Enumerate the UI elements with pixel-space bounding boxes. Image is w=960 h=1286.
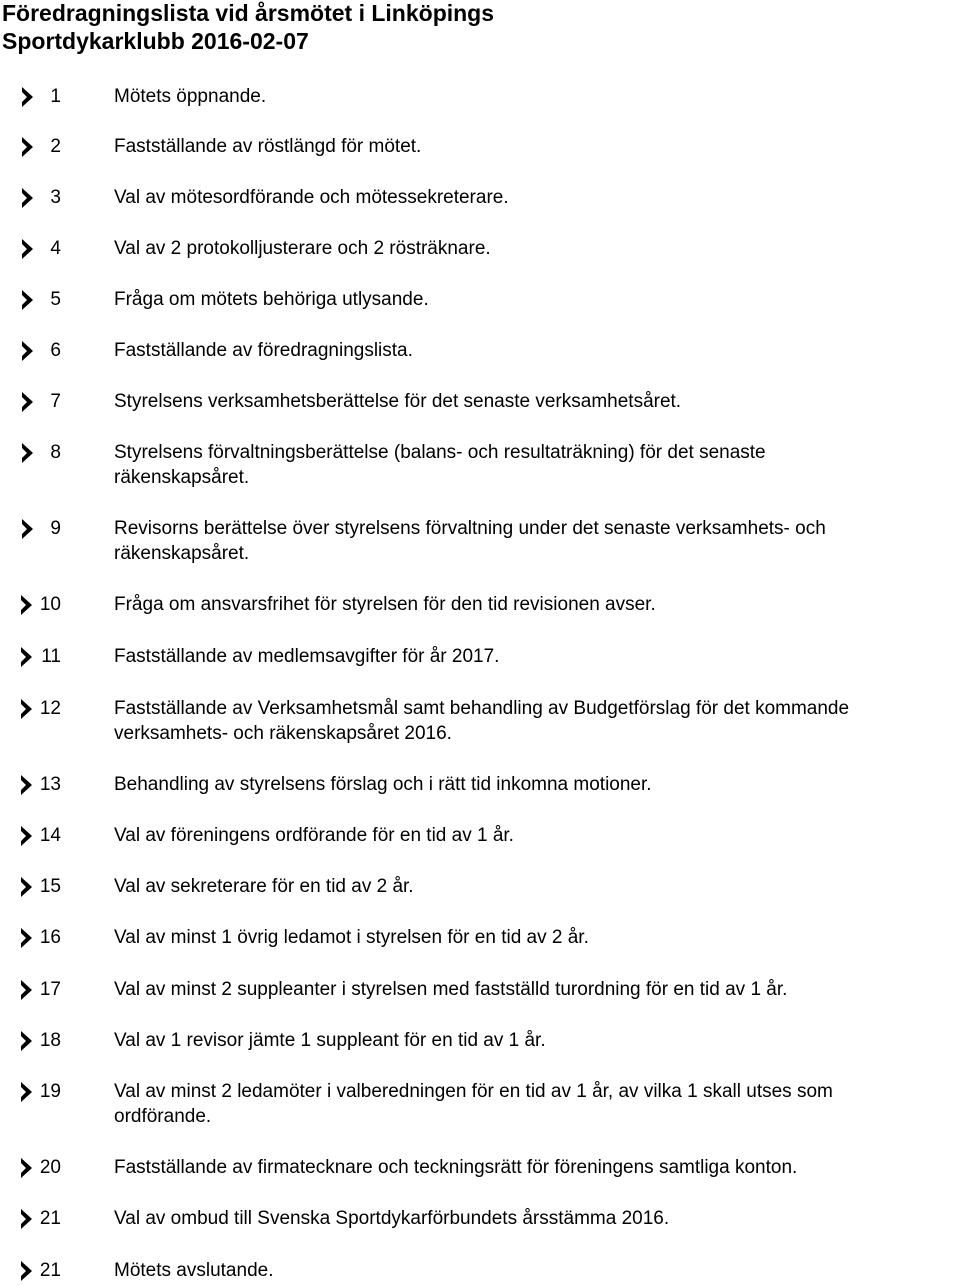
agenda-item-text: Fastställande av medlemsavgifter för år 2017. xyxy=(114,646,500,667)
agenda-item-number: 7 xyxy=(50,391,61,412)
agenda-item-text: räkenskapsåret. xyxy=(114,467,250,488)
agenda-item-text: Revisorns berättelse över styrelsens förvaltning under det senaste verksamhets- och xyxy=(114,518,826,539)
agenda-item-number: 12 xyxy=(39,698,61,719)
agenda-item-text: verksamhets- och räkenskapsåret 2016. xyxy=(114,723,452,744)
agenda-item-number: 20 xyxy=(39,1157,61,1178)
agenda-item-text: Fastställande av röstlängd för mötet. xyxy=(114,136,422,157)
agenda-item-text: Val av föreningens ordförande för en tid av 1 år. xyxy=(114,825,514,846)
agenda-item-text: Styrelsens förvaltningsberättelse (balans- och resultaträkning) för det senaste xyxy=(114,442,766,463)
title-line-2: Sportdykarklubb 2016-02-07 xyxy=(2,28,309,54)
agenda-item-text: Fastställande av firmatecknare och teckningsrätt för föreningens samtliga konton. xyxy=(114,1157,798,1178)
agenda-item-text: Val av ombud till Svenska Sportdykarförbundets årsstämma 2016. xyxy=(114,1208,670,1229)
agenda-item-text: ordförande. xyxy=(114,1106,212,1127)
agenda-item-number: 4 xyxy=(50,238,61,259)
agenda-item-number: 15 xyxy=(39,876,61,897)
agenda-item-text: Fråga om mötets behöriga utlysande. xyxy=(114,289,429,310)
agenda-item-text: Mötets öppnande. xyxy=(114,86,267,107)
agenda-item-number: 10 xyxy=(39,594,61,615)
agenda-item-text: Styrelsens verksamhetsberättelse för det senaste verksamhetsåret. xyxy=(114,391,682,412)
agenda-item-text: Val av mötesordförande och mötessekreterare. xyxy=(114,187,509,208)
agenda-item-number: 3 xyxy=(50,187,61,208)
agenda-item-number: 16 xyxy=(39,927,61,948)
agenda-item-text: räkenskapsåret. xyxy=(114,543,250,564)
agenda-item-number: 18 xyxy=(39,1030,61,1051)
agenda-item-text: Fastställande av föredragningslista. xyxy=(114,340,413,361)
agenda-item-number: 19 xyxy=(39,1081,61,1102)
agenda-item-number: 17 xyxy=(39,979,61,1000)
agenda-item-text: Fråga om ansvarsfrihet för styrelsen för den tid revisionen avser. xyxy=(114,594,656,615)
agenda-item-number: 21 xyxy=(39,1208,61,1229)
agenda-item-text: Val av minst 1 övrig ledamot i styrelsen för en tid av 2 år. xyxy=(114,927,589,948)
agenda-item-text: Val av 2 protokolljusterare och 2 rösträknare. xyxy=(114,238,491,259)
agenda-item-number: 6 xyxy=(50,340,61,361)
agenda-item-text: Mötets avslutande. xyxy=(114,1260,274,1281)
agenda-item-text: Val av minst 2 ledamöter i valberedningen för en tid av 1 år, av vilka 1 skall utses som xyxy=(114,1081,833,1102)
agenda-item-text: Val av minst 2 suppleanter i styrelsen med fastställd turordning för en tid av 1 år. xyxy=(114,979,788,1000)
agenda-item-number: 13 xyxy=(39,774,61,795)
agenda-item-number: 11 xyxy=(41,646,61,667)
agenda-item-number: 8 xyxy=(50,442,61,463)
agenda-item-text: Behandling av styrelsens förslag och i rätt tid inkomna motioner. xyxy=(114,774,652,795)
agenda-item-number: 14 xyxy=(39,825,61,846)
agenda-item-number: 2 xyxy=(50,136,61,157)
agenda-item-number: 1 xyxy=(50,86,61,107)
agenda-item-number: 21 xyxy=(39,1260,61,1281)
title-line-1: Föredragningslista vid årsmötet i Linköpings xyxy=(2,0,495,26)
agenda-item-number: 9 xyxy=(50,518,61,539)
agenda-item-text: Val av sekreterare för en tid av 2 år. xyxy=(114,876,414,897)
agenda-item-text: Val av 1 revisor jämte 1 suppleant för en tid av 1 år. xyxy=(114,1030,546,1051)
agenda-item-number: 5 xyxy=(50,289,61,310)
agenda-item-text: Fastställande av Verksamhetsmål samt behandling av Budgetförslag för det kommande xyxy=(114,698,850,719)
